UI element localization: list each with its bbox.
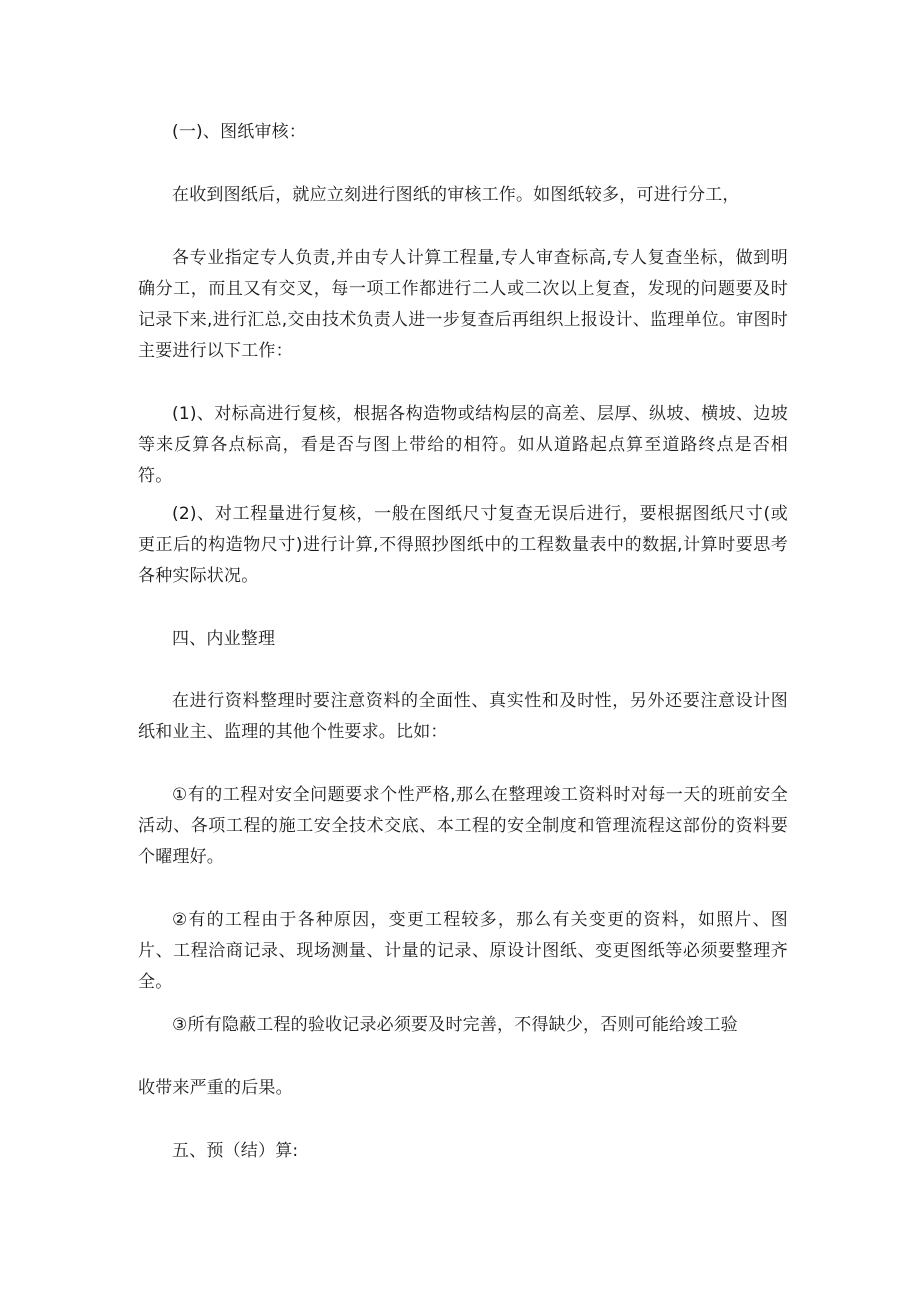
section-heading-budget: 五、预（结）算: <box>172 1141 299 1161</box>
list-item-concealed-works: ③所有隐蔽工程的验收记录必须要及时完善，不得缺少，否则可能给竣工验 <box>172 1015 738 1035</box>
section-heading-internal-work: 四、内业整理 <box>172 629 276 649</box>
section-heading-drawing-review: (一)、图纸审核： <box>172 122 307 142</box>
paragraph-assign-responsibility: 各专业指定专人负责,并由专人计算工程量,专人审查标高,专人复查坐标，做到明确分工，而且又有交叉，每一项工作都进行二人或二次以上复查，发现的问题要及时记录下来,进行汇总,交由技术负责人进一步复查后再组织上报设计、监理单位。审图时主要进行以下工作： <box>138 248 788 361</box>
paragraph-elevation-check: (1)、对标高进行复核，根据各构造物或结构层的高差、层厚、纵坡、横坡、边坡等来反算各点标高，看是否与图上带给的相符。如从道路起点算至道路终点是否相符。 <box>138 404 788 486</box>
list-item-changes: ②有的工程由于各种原因，变更工程较多，那么有关变更的资料，如照片、图片、工程洽商记录、现场测量、计量的记录、原设计图纸、变更图纸等必须要整理齐全。 <box>138 910 788 992</box>
paragraph-document-organization: 在进行资料整理时要注意资料的全面性、真实性和及时性，另外还要注意设计图纸和业主、监理的其他个性要求。比如： <box>138 691 788 742</box>
list-item-safety: ①有的工程对安全问题要求个性严格,那么在整理竣工资料时对每一天的班前安全活动、各项工程的施工安全技术交底、本工程的安全制度和管理流程这部份的资料要个曜理好。 <box>138 785 788 867</box>
paragraph-quantity-check: (2)、对工程量进行复核，一般在图纸尺寸复查无误后进行，要根据图纸尺寸(或更正后的构造物尺寸)进行计算,不得照抄图纸中的工程数量表中的数据,计算时要思考各种实际状况。 <box>138 504 788 586</box>
paragraph-receive-drawings: 在收到图纸后，就应立刻进行图纸的审核工作。如图纸较多，可进行分工， <box>172 185 740 205</box>
paragraph-continuation: 收带来严重的后果。 <box>138 1078 293 1098</box>
